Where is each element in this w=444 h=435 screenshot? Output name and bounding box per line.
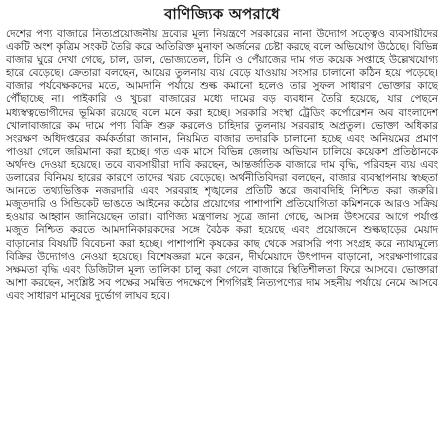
article-headline: বাণিজ্যিক অপরাধে — [164, 5, 280, 23]
article-body: দেশের পণ্য বাজারে নিত্যপ্রয়োজনীয় দ্রব্যের মূল্য নিয়ন্ত্রণে সরকারের নানা উদ্যোগ সত্ত্বেও ব্যবসায়ীদের একটি অংশ কৃত্রিম সংকট তৈরি করে অতিরিক্ত মুনাফা অর্জনের চেষ্টা করছে বলে অভিযোগ উঠেছে। বিভিন্ন বাজার ঘুরে দেখা গেছে, চাল, ডাল, ভোজ্যতেল, চিনি ও পেঁয়াজের দাম গত কয়েক সপ্তাহে উল্লেখযোগ্য হারে বেড়েছে। ক্রেতারা বলছেন, আয়ের তুলনায় ব্যয় বেড়ে যাওয়ায় সংসার চালানো কঠিন হয়ে পড়েছে। বাজার পর্যবেক্ষকদের মতে, আমদানি পর্যায়ে শুল্ক কমানো হলেও তার সুফল সাধারণ ভোক্তার কাছে পৌঁছাচ্ছে না। পাইকারি ও খুচরা বাজারের মধ্যে দামের বড় ব্যবধান তৈরি হয়েছে, যার পেছনে মধ্যস্বত্বভোগীদের ভূমিকা রয়েছে বলে মনে করা হচ্ছে। সরকারি সংস্থা ট্রেডিং কর্পোরেশন অব বাংলাদেশ খোলাবাজারে কম দামে পণ্য বিক্রি শুরু করলেও চাহিদার তুলনায় সরবরাহ অপ্রতুল। ভোক্তা অধিকার সংরক্ষণ অধিদপ্তরের কর্মকর্তারা জানান, নিয়মিত বাজার তদারকি চালানো হচ্ছে এবং অনিয়মের প্রমাণ পাওয়া গেলে জরিমানা করা হচ্ছে। গত এক মাসে বিভিন্ন জেলায় অভিযান চালিয়ে কয়েকশ প্রতিষ্ঠানকে অর্থদণ্ড দেওয়া হয়েছে। তবে ব্যবসায়ীরা দাবি করছেন, আন্তর্জাতিক বাজারে দাম বৃদ্ধি, পরিবহন ব্যয় এবং ডলারের বিনিময় হারের কারণে তাদের খরচ বেড়েছে। অর্থনীতিবিদরা বলছেন, বাজার ব্যবস্থাপনায় স্বচ্ছতা আনতে তথ্যভিত্তিক নজরদারি এবং সরবরাহ শৃঙ্খলের প্রতিটি স্তরে জবাবদিহি নিশ্চিত করা জরুরি। মজুতদারি ও সিন্ডিকেট ভাঙতে আইনের কঠোর প্রয়োগের পাশাপাশি প্রতিযোগিতা কমিশনকে আরও সক্রিয় হওয়ার আহ্বান জানিয়েছেন তারা। বাণিজ্য মন্ত্রণালয় সূত্রে জানা গেছে, আসন্ন উৎসবের আগে পর্যাপ্ত মজুত নিশ্চিত করতে আমদানিকারকদের সঙ্গে বৈঠক করা হয়েছে এবং প্রয়োজনে শুল্কছাড়ের মেয়াদ বাড়ানোর বিষয়টি বিবেচনা করা হচ্ছে। পাশাপাশি কৃষকের কাছ থেকে সরাসরি পণ্য সংগ্রহ করে ন্যায্যমূল্যে বিক্রির উদ্যোগও নেওয়া হয়েছে। বিশেষজ্ঞরা মনে করেন, দীর্ঘমেয়াদে উৎপাদন বাড়ানো, সংরক্ষণাগারের সক্ষমতা বৃদ্ধি এবং ডিজিটাল মূল্য তালিকা চালু করা গেলে বাজারে স্থিতিশীলতা ফিরে আসবে। ভোক্তারা আশা করছেন, সংশ্লিষ্ট সব পক্ষের সমন্বিত পদক্ষেপে শিগগিরই নিত্যপণ্যের দাম সহনীয় পর্যায়ে নেমে আসবে এবং সাধারণ মানুষের দুর্ভোগ লাঘব হবে। — [6, 28, 438, 302]
newspaper-column — [6, 4, 438, 432]
